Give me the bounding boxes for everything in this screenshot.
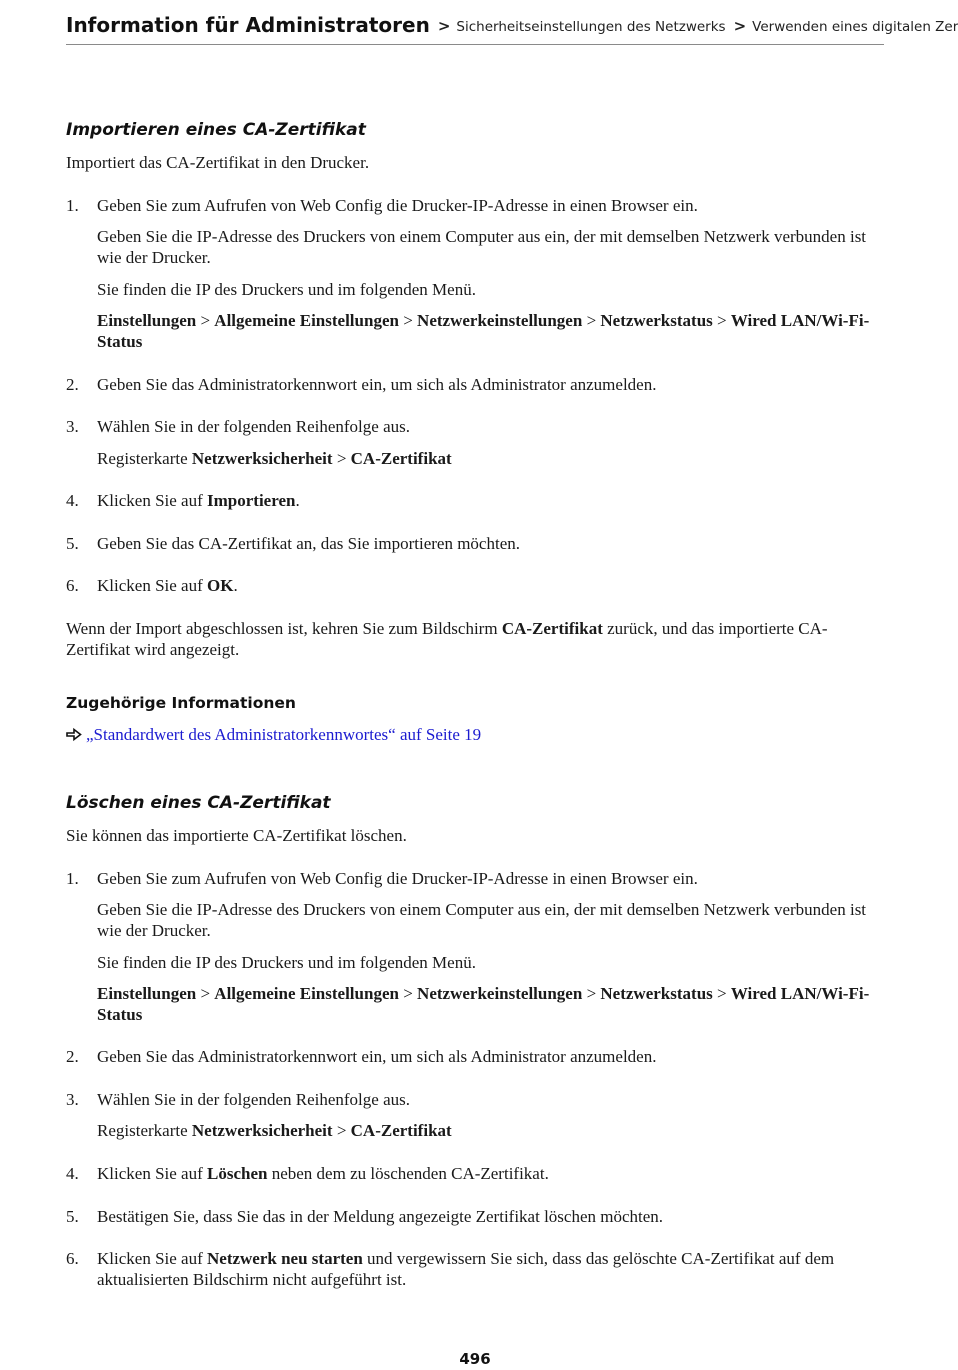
breadcrumb-separator: > [733,17,747,35]
step-number: 4. [66,1164,79,1183]
menu-path-item: CA-Zertifikat [350,449,452,468]
related-link-row [66,724,481,745]
step-number: 4. [66,491,79,510]
menu-path-item: CA-Zertifikat [350,1121,452,1140]
step-note: Geben Sie die IP-Adresse des Druckers von einem Computer aus ein, der mit demselben Netzwerk verbunden ist wie der Drucker. [97,227,867,267]
menu-path: Registerkarte Netzwerksicherheit > CA-Zertifikat [97,449,452,468]
menu-path-item: Allgemeine Einstellungen [214,984,399,1003]
breadcrumb-item[interactable]: Verwenden eines digitalen Zer [752,19,958,35]
ui-label: CA-Zertifikat [501,619,603,638]
step-text: Klicken Sie auf OK. [97,576,238,595]
menu-path-item: Netzwerkeinstellungen [417,311,583,330]
section-intro: Importiert das CA-Zertifikat in den Drucker. [66,153,370,172]
ui-label: Importieren [207,491,296,510]
step-text: Geben Sie das Administratorkennwort ein, um sich als Administrator anzumelden. [97,1047,657,1066]
menu-path-item: Einstellungen [97,311,197,330]
section-intro: Sie können das importierte CA-Zertifikat löschen. [66,826,407,845]
breadcrumb-separator: > [437,17,451,35]
related-info-heading: Zugehörige Informationen [66,694,296,712]
section-heading: Importieren eines CA-Zertifikat [66,120,366,140]
step-note: Geben Sie die IP-Adresse des Druckers von einem Computer aus ein, der mit demselben Netzwerk verbunden ist wie der Drucker. [97,900,867,940]
step-number: 1. [66,196,79,215]
menu-path: Einstellungen > Allgemeine Einstellungen > Netzwerkeinstellungen > Netzwerkstatus > Wired LAN/Wi-Fi-Status [97,984,870,1024]
step-note: Sie finden die IP des Druckers und im folgenden Menü. [97,280,476,299]
step-text: Bestätigen Sie, dass Sie das in der Meldung angezeigte Zertifikat löschen möchten. [97,1207,664,1226]
step-text: Wählen Sie in der folgenden Reihenfolge aus. [97,1090,410,1109]
menu-path-item: Wired LAN/Wi-Fi-Status [97,311,870,351]
step-text: Geben Sie das CA-Zertifikat an, das Sie importieren möchten. [97,534,520,553]
step-text: Geben Sie zum Aufrufen von Web Config die Drucker-IP-Adresse in einen Browser ein. [97,196,698,215]
menu-path-item: Wired LAN/Wi-Fi-Status [97,984,870,1024]
step-note: Sie finden die IP des Druckers und im folgenden Menü. [97,953,476,972]
step-text: Klicken Sie auf Löschen neben dem zu löschenden CA-Zertifikat. [97,1164,549,1183]
step-number: 6. [66,1249,79,1268]
step-text: Geben Sie zum Aufrufen von Web Config die Drucker-IP-Adresse in einen Browser ein. [97,869,698,888]
menu-path-item: Netzwerkeinstellungen [417,984,583,1003]
step-number: 5. [66,1207,79,1226]
page-number: 496 [459,1350,491,1368]
step-number: 3. [66,417,79,436]
step-number: 1. [66,869,79,888]
breadcrumb-item[interactable]: Sicherheitseinstellungen des Netzwerks [456,19,726,35]
result-text: Wenn der Import abgeschlossen ist, kehren Sie zum Bildschirm CA-Zertifikat zurück, und das importierte CA-Zertifikat wird angezeigt. [66,619,828,659]
menu-path-item: Allgemeine Einstellungen [214,311,399,330]
menu-path-item: Netzwerkstatus [600,984,713,1003]
arrow-right-icon [66,728,82,741]
header-title: Information für Administratoren [66,13,430,37]
ui-label: Netzwerk neu starten [207,1249,363,1268]
related-link[interactable]: „Standardwert des Administratorkennwortes“ auf Seite 19 [86,725,482,744]
step-number: 2. [66,1047,79,1066]
section-heading: Löschen eines CA-Zertifikat [66,793,331,813]
menu-path-item: Netzwerkstatus [600,311,713,330]
ui-label: OK [207,576,234,595]
menu-path: Registerkarte Netzwerksicherheit > CA-Zertifikat [97,1121,452,1140]
menu-path: Einstellungen > Allgemeine Einstellungen > Netzwerkeinstellungen > Netzwerkstatus > Wired LAN/Wi-Fi-Status [97,311,870,351]
step-text: Geben Sie das Administratorkennwort ein, um sich als Administrator anzumelden. [97,375,657,394]
ui-label: Löschen [207,1164,268,1183]
menu-path-item: Netzwerksicherheit [191,449,333,468]
menu-path-item: Einstellungen [97,984,197,1003]
step-text: Klicken Sie auf Netzwerk neu starten und vergewissern Sie sich, dass das gelöschte CA-Zertifikat auf dem aktualisierten Bildschirm nicht aufgeführt ist. [97,1249,835,1289]
step-text: Klicken Sie auf Importieren. [97,491,300,510]
step-number: 5. [66,534,79,553]
page-header [66,12,958,45]
step-number: 6. [66,576,79,595]
step-number: 3. [66,1090,79,1109]
step-number: 2. [66,375,79,394]
step-text: Wählen Sie in der folgenden Reihenfolge aus. [97,417,410,436]
menu-path-item: Netzwerksicherheit [191,1121,333,1140]
